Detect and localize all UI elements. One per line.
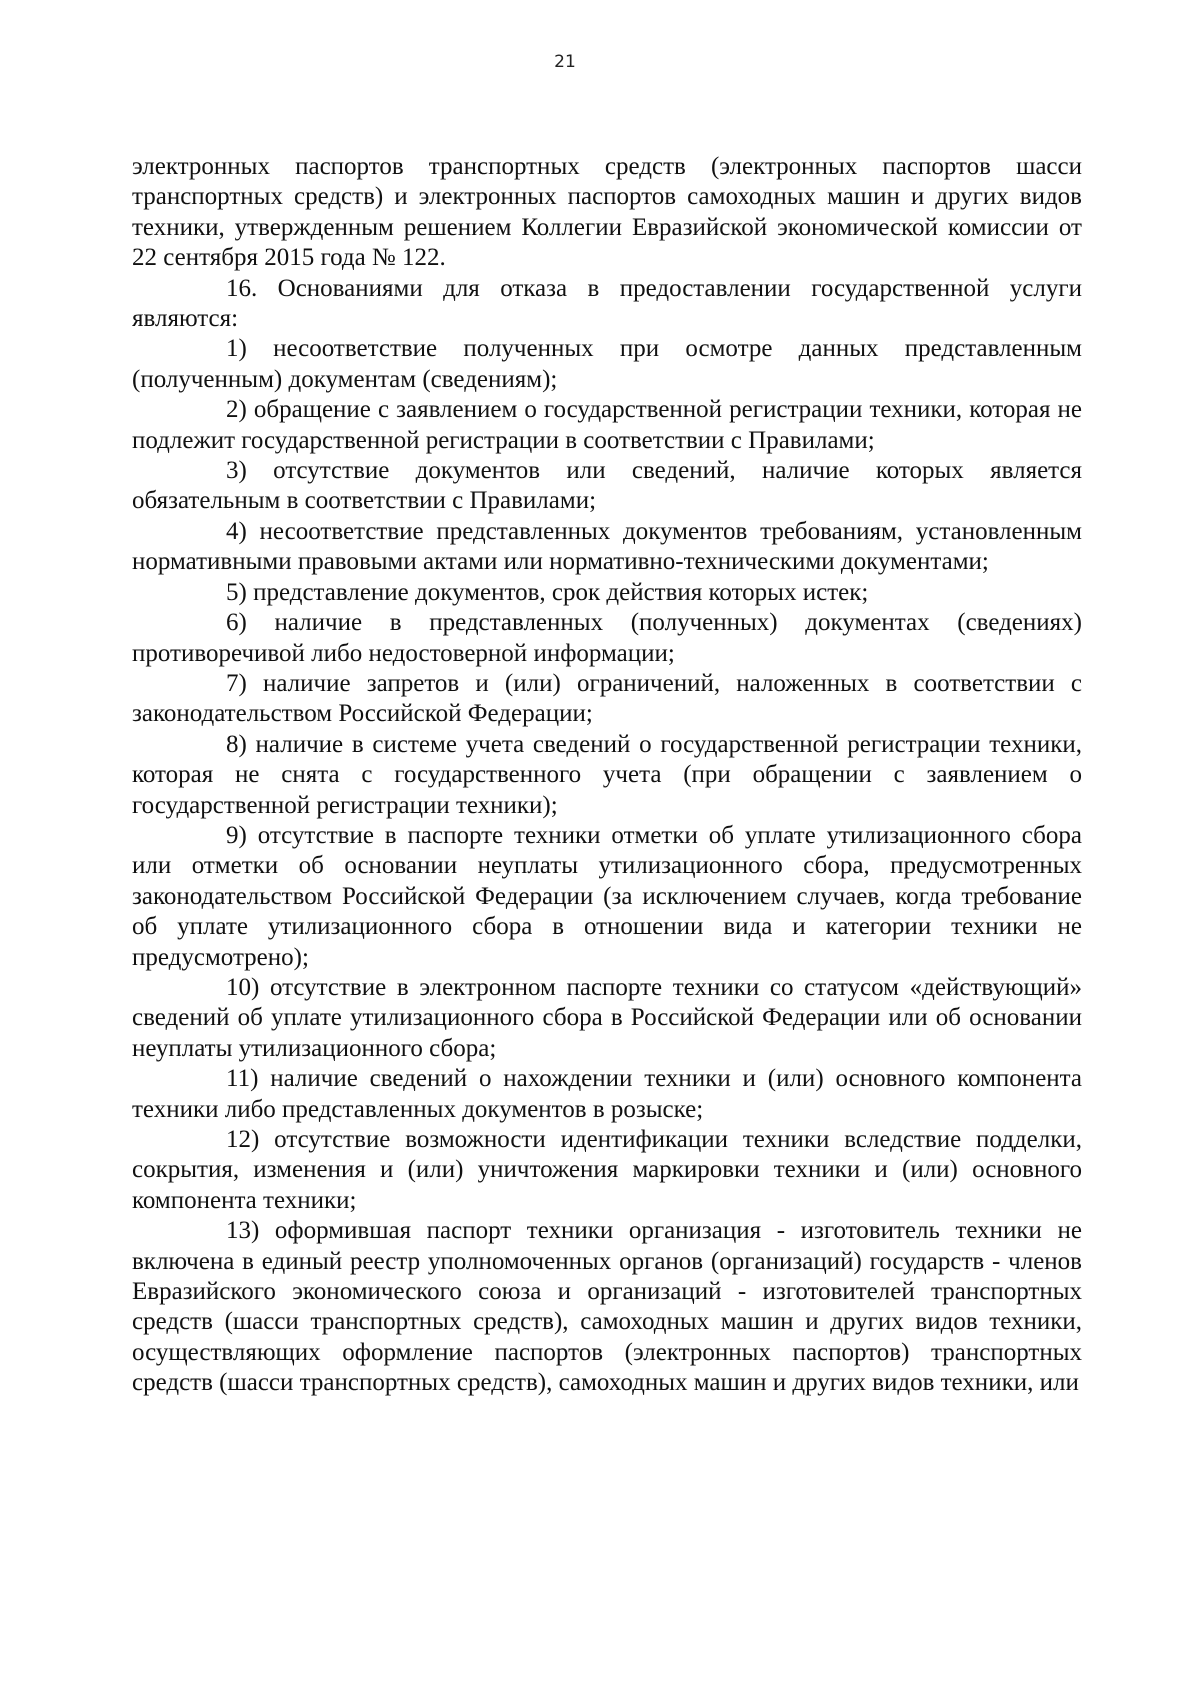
list-item-12: 12) отсутствие возможности идентификации техники вследствие подделки, сокрытия, изменения и (или) уничтожения маркировки техники и (или) основного компонента техники; [132, 1126, 1082, 1214]
list-item-8: 8) наличие в системе учета сведений о государственной регистрации техники, которая не снята с государственного учета (при обращении с заявлением о государственной регистрации техники); [132, 730, 1082, 819]
list-item-4: 4) несоответствие представленных документов требованиям, установленным нормативными правовыми актами или нормативно-техническими документами; [132, 517, 1082, 576]
list-item-5: 5) представление документов, срок действия которых истек; [226, 578, 869, 606]
list-item-6: 6) наличие в представленных (полученных) документах (сведениях) противоречивой либо недостоверной информации; [132, 609, 1082, 667]
list-item-10: 10) отсутствие в электронном паспорте техники со статусом «действующий» сведений об уплате утилизационного сбора в Российской Федерации или об основании неуплаты утилизационного сбора; [132, 973, 1082, 1062]
list-item-7: 7) наличие запретов и (или) ограничений, наложенных в соответствии с законодательством Российской Федерации; [132, 669, 1082, 728]
list-item-2: 2) обращение с заявлением о государственной регистрации техники, которая не подлежит государственной регистрации в соответствии с Правилами; [132, 396, 1082, 454]
list-item-1: 1) несоответствие полученных при осмотре данных представленным (полученным) документам (сведениям); [132, 335, 1082, 393]
paragraph-continuation: электронных паспортов транспортных средств (электронных паспортов шасси транспортных средств) и электронных паспортов самоходных машин и других видов техники, утвержденным решением Коллегии Евразийской экономической комиссии от 22 сентября 2015 года № 122. [132, 153, 1082, 272]
paragraph-clause-16: 16. Основаниями для отказа в предоставлении государственной услуги являются: [132, 274, 1082, 333]
list-item-11: 11) наличие сведений о нахождении техники и (или) основного компонента техники либо представленных документов в розыске; [132, 1065, 1082, 1123]
document-body [132, 152, 1082, 1399]
list-item-3: 3) отсутствие документов или сведений, наличие которых является обязательным в соответствии с Правилами; [132, 457, 1082, 515]
list-item-13: 13) оформившая паспорт техники организация - изготовитель техники не включена в единый реестр уполномоченных органов (организаций) государств - членов Евразийского экономического союза и организаций - изготовителей транспортных средств (шасси транспортных средств), самоходных машин и других видов техники, осуществляющих оформление паспортов (электронных паспортов) транспортных средств (шасси транспортных средств), самоходных машин и других видов техники, или [132, 1217, 1082, 1397]
page-number: 21 [554, 52, 576, 72]
list-item-9: 9) отсутствие в паспорте техники отметки об уплате утилизационного сбора или отметки об основании неуплаты утилизационного сбора, предусмотренных законодательством Российской Федерации (за исключением случаев, когда требование об уплате утилизационного сбора в отношении вида и категории техники не предусмотрено); [132, 821, 1082, 971]
